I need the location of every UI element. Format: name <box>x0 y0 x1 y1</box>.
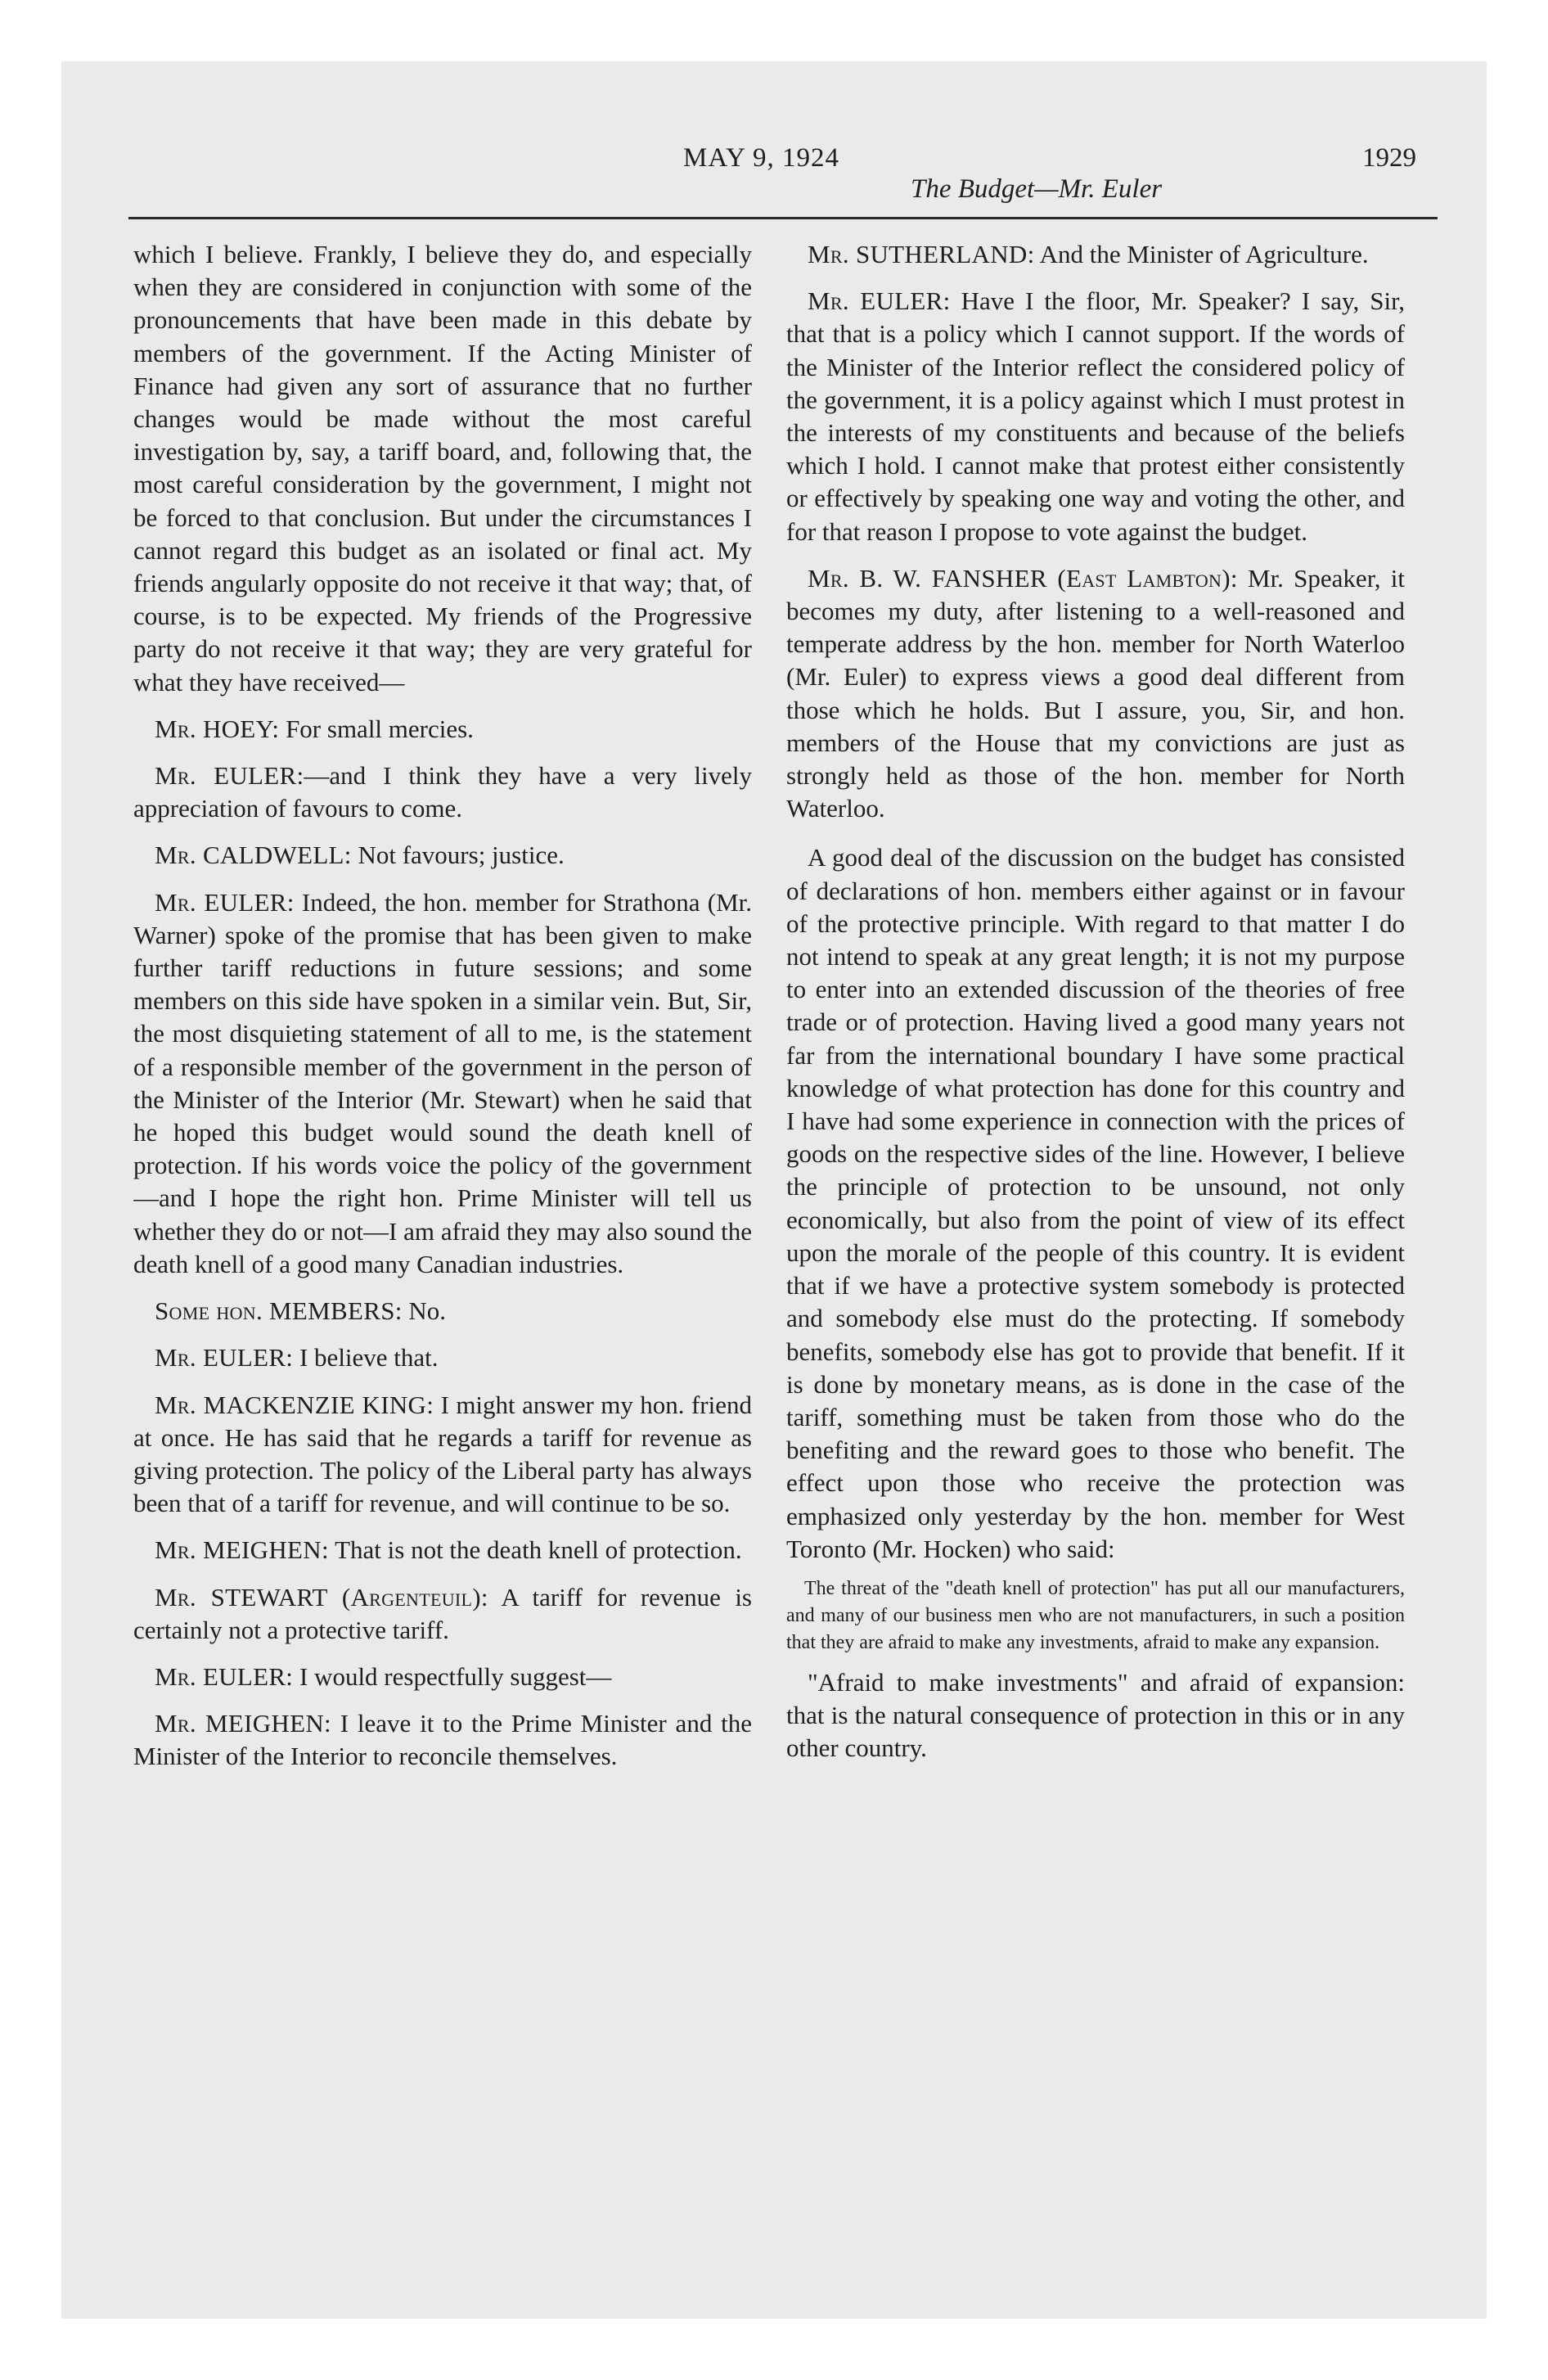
speaker-name: Mr. SUTHERLAND: <box>808 240 1035 268</box>
speech-euler-3 <box>133 1341 752 1374</box>
paragraph-conclusion: "Afraid to make investments" and afraid of expansion: that is the natural consequence of protection in this or in any other country. <box>786 1667 1405 1763</box>
header-page-number: 1929 <box>1362 143 1416 173</box>
speech-text: Have I the floor, Mr. Speaker? I say, Sir, that that is a policy which I cannot support. If the words of the Minister of the Interior reflect the considered policy of the government, it is a policy against which I must protest in the interests of my constituents and because of the beliefs which I hold. I cannot make that protest either consistently or effectively by speaking one way and voting the other, and for that reason I propose to vote against the budget. <box>786 286 1405 546</box>
speech-members <box>133 1295 752 1327</box>
page-header <box>61 61 1487 225</box>
speaker-name: Mr. MEIGHEN: <box>155 1709 331 1738</box>
speech-sutherland <box>786 238 1405 271</box>
speech-text: Not favours; justice. <box>358 841 565 870</box>
speech-text: That is not the death knell of protection. <box>335 1535 742 1565</box>
speech-text: I would respectfully suggest— <box>299 1661 612 1691</box>
header-running-head: The Budget—Mr. Euler <box>911 174 1163 204</box>
speech-text: I might answer my hon. friend at once. He has said that he regards a tariff for revenue as giving protection. The policy of the Liberal party has always been that of a tariff for revenue, and will continue to be so. <box>133 1390 752 1518</box>
paragraph-protection: A good deal of the discussion on the budget has consisted of declarations of hon. members either against or in favour of the protective principle. With regard to that matter I do not intend to speak at any great length; it is not my purpose to enter into an extended discussion of the theories of free trade or of protection. Having lived a good many years not far from the international boundary I have some practical knowledge of what protection has done for this country and I have had some experience in connection with the prices of goods on the respective sides of the line. However, I believe the principle of protection to be unsound, not only economically, but also from the point of view of its effect upon the morale of the people of this country. It is evident that if we have a protective system somebody is protected and somebody else must do the protecting. If somebody benefits, somebody else has got to provide that benefit. If it is done by monetary means, as is done in the case of the tariff, something must be taken from those who do the benefiting and the reward goes to those who benefit. The effect upon those who receive the protection was emphasized only yesterday by the hon. member for West Toronto (Mr. Hocken) who said: <box>786 843 1405 1563</box>
speaker-name: Mr. EULER: <box>155 887 295 917</box>
speech-text: A tariff for revenue is certainly not a protective tariff. <box>133 1582 752 1644</box>
speaker-name: Mr. EULER: <box>155 1661 294 1691</box>
speaker-name: Mr. MEIGHEN: <box>155 1535 329 1565</box>
speaker-name: Mr. STEWART (Argenteuil): <box>155 1582 488 1611</box>
speech-mackenzie-king <box>133 1389 752 1521</box>
speaker-name: Mr. B. W. FANSHER (East Lambton): <box>808 563 1238 593</box>
speech-text: For small mercies. <box>286 714 474 743</box>
speech-text: No. <box>408 1296 447 1326</box>
speaker-name: Mr. EULER: <box>808 286 951 316</box>
right-column <box>786 238 1405 2235</box>
speech-text: —and I think they have a very lively appreciation of favours to come. <box>133 761 752 823</box>
speaker-name: Some hon. MEMBERS: <box>155 1296 403 1326</box>
speaker-name: Mr. MACKENZIE KING: <box>155 1390 434 1419</box>
speech-text: Mr. Speaker, it becomes my duty, after listening to a well-reasoned and temperate address by the hon. member for North Waterloo (Mr. Euler) to express views a good deal different from those which he holds. But I assure, you, Sir, and hon. members of the House that my convictions are just as strongly held as those of the hon. member for North Waterloo. <box>786 563 1405 823</box>
speech-stewart <box>133 1581 752 1647</box>
speech-euler-4 <box>133 1661 752 1693</box>
speaker-name: Mr. CALDWELL: <box>155 841 352 870</box>
speech-text: I believe that. <box>299 1343 439 1373</box>
speaker-name: Mr. EULER: <box>155 1343 294 1373</box>
speech-euler-1 <box>133 760 752 825</box>
speech-euler-2 <box>133 886 752 1281</box>
speech-text: And the Minister of Agriculture. <box>1039 240 1369 268</box>
speech-meighen-1 <box>133 1534 752 1566</box>
speech-text: Indeed, the hon. member for Strathona (Mr. Warner) spoke of the promise that has been given to make further tariff reductions in future sessions; and some members on this side have spoken in a similar vein. But, Sir, the most disquieting statement of all to me, is the statement of a responsible member of the government in the person of the Minister of the Interior (Mr. Stewart) when he said that he hoped this budget would sound the death knell of protection. If his words voice the policy of the government—and I hope the right hon. Prime Minister will tell us whether they do or not—I am afraid they may also sound the death knell of a good many Canadian industries. <box>133 887 752 1278</box>
speech-text: I leave it to the Prime Minister and the Minister of the Interior to reconcile themselves. <box>133 1709 752 1771</box>
speech-fansher <box>786 562 1405 826</box>
left-column <box>133 238 752 2235</box>
speaker-name: Mr. EULER: <box>155 761 304 791</box>
speech-meighen-2 <box>133 1707 752 1773</box>
speaker-name: Mr. HOEY: <box>155 714 280 743</box>
header-rule <box>128 217 1438 219</box>
speech-caldwell <box>133 839 752 872</box>
header-date: MAY 9, 1924 <box>683 143 840 173</box>
speech-hoey <box>133 713 752 746</box>
speech-euler-5 <box>786 285 1405 548</box>
paragraph-continued: which I believe. Frankly, I believe they do, and especially when they are considered in conjunction with some of the pronouncements that have been made in this debate by members of the government. If the Acting Minister of Finance had given any sort of assurance that no further changes would be made without the most careful investigation by, say, a tariff board, and, following that, the most careful consideration by the government, I might not be forced to that conclusion. But under the circumstances I cannot regard this budget as an isolated or final act. My friends angularly opposite do not receive it that way; that, of course, is to be expected. My friends of the Progressive party do not receive it that way; they are very grateful for what they have received— <box>133 240 752 696</box>
hansard-page <box>61 61 1487 2319</box>
block-quote: The threat of the "death knell of protection" has put all our manufacturers, and many of our business men who are not manufacturers, in such a position that they are afraid to make any investments, afraid to make any expansion. <box>786 1577 1405 1653</box>
